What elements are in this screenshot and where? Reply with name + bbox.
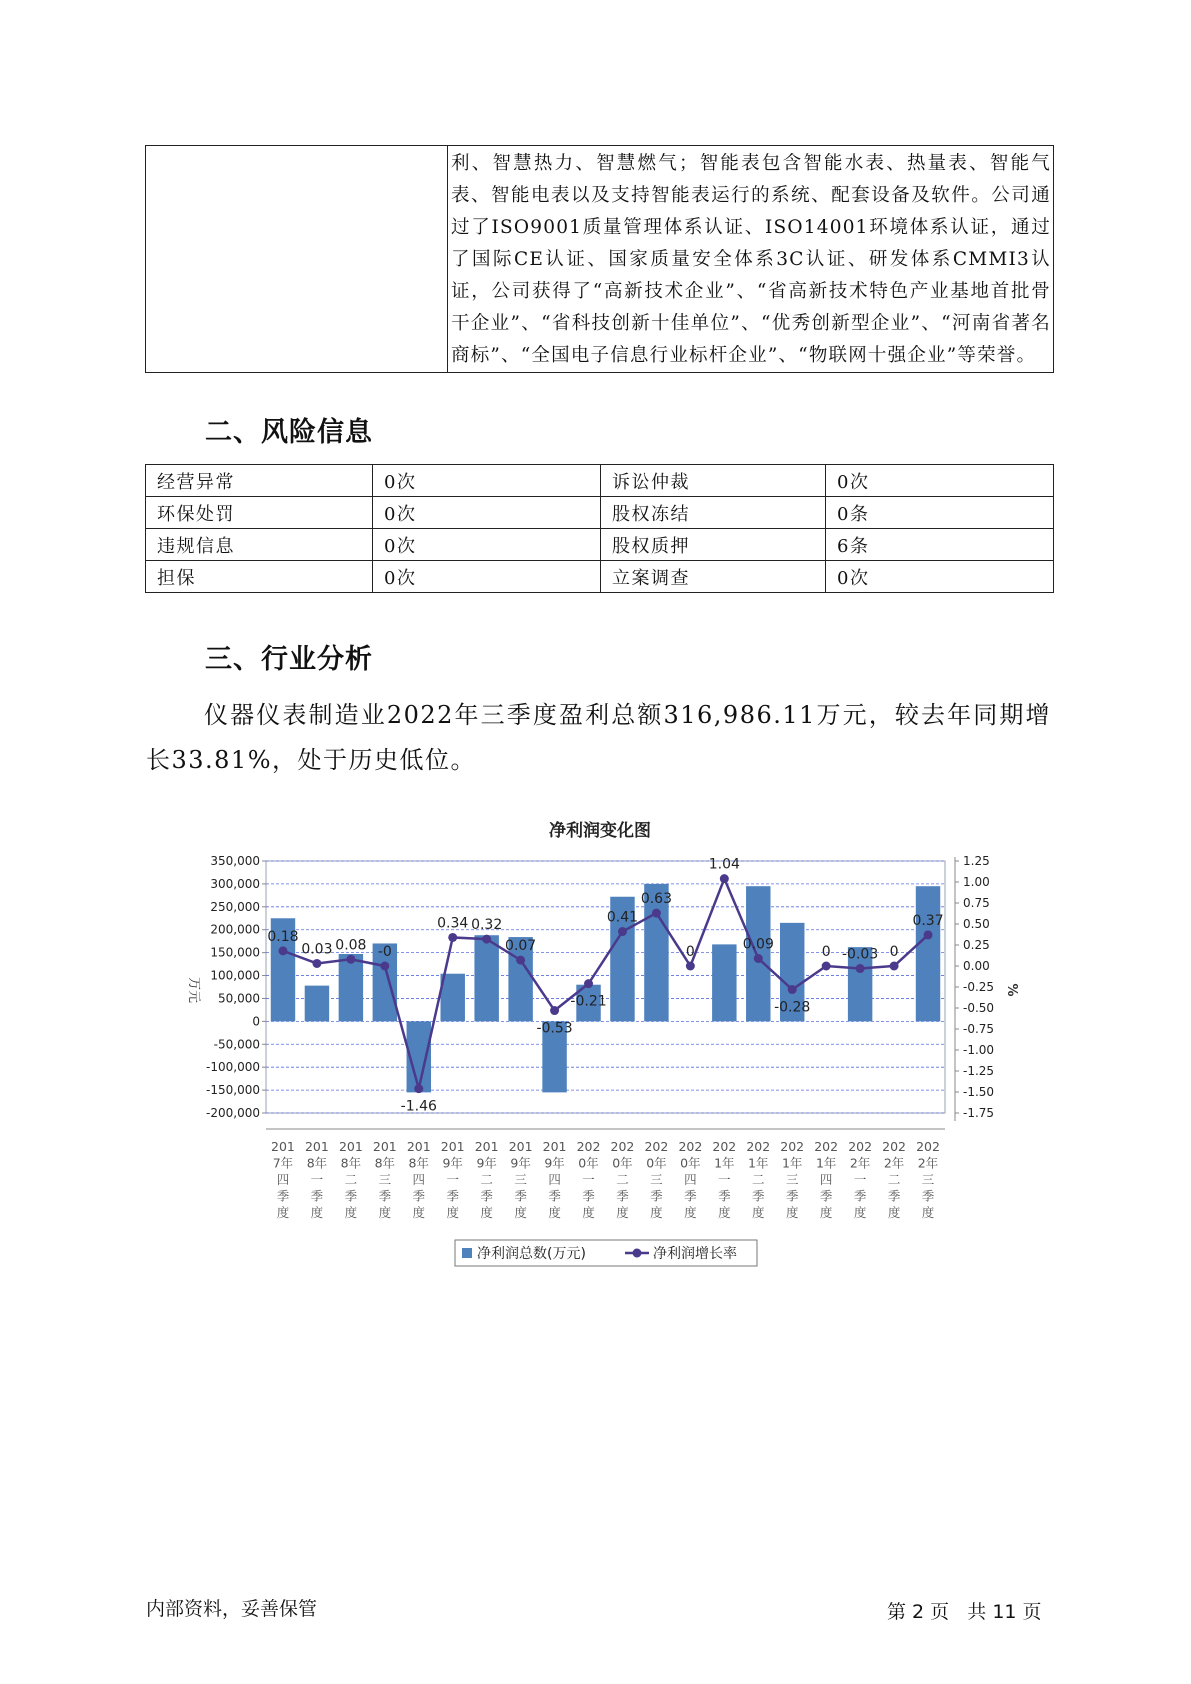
risk-label: 股权冻结 bbox=[601, 497, 826, 529]
footer-page-number: 第 2 页 共 11 页 bbox=[887, 1601, 1042, 1623]
risk-value: 0次 bbox=[826, 561, 1054, 593]
risk-label: 股权质押 bbox=[601, 529, 826, 561]
data-label: 0.63 bbox=[640, 891, 673, 908]
growth-point bbox=[550, 1006, 559, 1015]
x-tick-label: 201 9年二季度 bbox=[474, 1139, 499, 1220]
risk-label: 诉讼仲裁 bbox=[601, 465, 826, 497]
data-label: -0.53 bbox=[536, 1020, 573, 1037]
x-tick-label: 201 9年四季度 bbox=[542, 1139, 567, 1220]
risk-label: 经营异常 bbox=[146, 465, 373, 497]
net-profit-chart bbox=[0, 800, 1191, 1280]
y-tick-label-left: 250,000 bbox=[210, 899, 260, 914]
table-row bbox=[146, 497, 1054, 529]
growth-point bbox=[788, 985, 797, 994]
plot-frame bbox=[266, 861, 945, 1113]
risk-label: 违规信息 bbox=[146, 529, 373, 561]
x-tick-label: 201 7年四季度 bbox=[271, 1139, 295, 1220]
growth-point bbox=[312, 959, 321, 968]
y-tick-label-left: 100,000 bbox=[210, 968, 260, 983]
y-tick-label-left: 300,000 bbox=[210, 876, 260, 891]
chart-title: 净利润变化图 bbox=[549, 821, 651, 841]
data-label: -0.03 bbox=[842, 946, 879, 963]
risk-value: 0次 bbox=[373, 465, 601, 497]
y-tick-label-right: -0.75 bbox=[963, 1022, 995, 1036]
footer-confidential: 内部资料，妥善保管 bbox=[146, 1598, 318, 1620]
legend-label-bar: 净利润总数(万元) bbox=[477, 1246, 586, 1262]
risk-value: 0条 bbox=[826, 497, 1054, 529]
risk-value: 0次 bbox=[373, 497, 601, 529]
data-label: 0.37 bbox=[912, 912, 944, 929]
x-tick-label: 202 1年二季度 bbox=[746, 1139, 771, 1220]
x-tick-label: 201 8年四季度 bbox=[406, 1139, 431, 1220]
growth-point bbox=[618, 927, 627, 936]
growth-point bbox=[414, 1084, 423, 1093]
table-row bbox=[146, 529, 1054, 561]
x-tick-label: 201 9年一季度 bbox=[440, 1139, 465, 1220]
y-tick-label-right: 0.75 bbox=[963, 896, 990, 910]
bar bbox=[305, 986, 329, 1022]
legend-label-line: 净利润增长率 bbox=[653, 1246, 737, 1262]
x-tick-label: 202 0年一季度 bbox=[576, 1139, 601, 1220]
y-tick-label-right: 1.25 bbox=[963, 854, 990, 868]
x-tick-label: 201 9年三季度 bbox=[508, 1139, 533, 1220]
data-label: 0.09 bbox=[742, 936, 774, 953]
risk-label: 环保处罚 bbox=[146, 497, 373, 529]
y-tick-label-left: -100,000 bbox=[206, 1060, 260, 1075]
growth-point bbox=[754, 954, 763, 963]
risk-value: 6条 bbox=[826, 529, 1054, 561]
x-tick-label: 202 1年三季度 bbox=[780, 1139, 805, 1220]
x-tick-label: 202 2年三季度 bbox=[916, 1139, 940, 1220]
intro-text-cell bbox=[448, 146, 1054, 373]
bar bbox=[712, 944, 736, 1021]
x-tick-label: 202 1年四季度 bbox=[814, 1139, 839, 1220]
risk-table bbox=[145, 464, 1054, 593]
data-label: 0.41 bbox=[606, 909, 639, 926]
data-label: 0.34 bbox=[437, 915, 469, 932]
y-tick-label-right: 0.25 bbox=[963, 938, 990, 952]
growth-point bbox=[720, 874, 729, 883]
data-label: -1.46 bbox=[400, 1098, 437, 1115]
risk-heading: 二、风险信息 bbox=[205, 417, 373, 448]
y-tick-label-left: 200,000 bbox=[210, 922, 260, 937]
risk-value: 0次 bbox=[826, 465, 1054, 497]
data-label: 0.03 bbox=[301, 941, 333, 958]
y-tick-label-left: -150,000 bbox=[206, 1083, 260, 1098]
y-tick-label-right: -1.00 bbox=[963, 1043, 995, 1057]
growth-point bbox=[890, 962, 899, 971]
growth-point bbox=[346, 955, 355, 964]
table-row bbox=[146, 561, 1054, 593]
y-tick-label-left: -200,000 bbox=[206, 1106, 260, 1120]
growth-point bbox=[278, 946, 287, 955]
company-intro-table bbox=[145, 145, 1054, 373]
industry-heading: 三、行业分析 bbox=[205, 644, 373, 675]
y-tick-label-right: -1.50 bbox=[963, 1085, 995, 1099]
data-label: 0 bbox=[889, 944, 899, 960]
data-label: 1.04 bbox=[708, 856, 740, 873]
growth-point bbox=[380, 962, 389, 971]
x-tick-label: 201 8年一季度 bbox=[304, 1139, 329, 1220]
intro-text: 利、智慧热力、智慧燃气；智能表包含智能水表、热量表、智能气表、智能电表以及支持智能表运行的系统、配套设备及软件。公司通过了ISO9001质量管理体系认证、ISO14001环境体系认证，通过了国际CE认证、国家质量安全体系3C认证、研发体系CMMI3认证，公司获得了“高新技术企业”、“省高新技术特色产业基地首批骨干企业”、“省科技创新十佳单位”、“优秀创新型企业”、“河南省著名商标”、“全国电子信息行业标杆企业”、“物联网十强企业”等荣誉。 bbox=[451, 153, 1051, 366]
growth-point bbox=[584, 979, 593, 988]
y-tick-label-left: 50,000 bbox=[218, 991, 260, 1006]
data-label: 0.32 bbox=[471, 917, 503, 934]
y-tick-label-left: 0 bbox=[252, 1014, 260, 1029]
table-row bbox=[146, 465, 1054, 497]
x-tick-label: 202 1年一季度 bbox=[712, 1139, 737, 1220]
y-tick-label-left: 350,000 bbox=[210, 854, 260, 868]
risk-value: 0次 bbox=[373, 561, 601, 593]
growth-point bbox=[822, 962, 831, 971]
y-tick-label-right: -1.25 bbox=[963, 1064, 995, 1078]
y-tick-label-left: 150,000 bbox=[210, 945, 260, 960]
data-label: -0.21 bbox=[570, 993, 607, 1010]
y-tick-label-right: 0.50 bbox=[963, 917, 990, 931]
growth-point bbox=[448, 933, 457, 942]
bar bbox=[474, 935, 498, 1021]
bar bbox=[916, 886, 940, 1021]
legend-line-marker bbox=[633, 1249, 642, 1258]
y-tick-label-right: 0.00 bbox=[963, 959, 990, 973]
y-axis-label-right: % bbox=[1004, 983, 1019, 997]
y-axis-label-left: 万元 bbox=[186, 976, 201, 1004]
growth-point bbox=[482, 935, 491, 944]
risk-label: 立案调查 bbox=[601, 561, 826, 593]
risk-label: 担保 bbox=[146, 561, 373, 593]
risk-value: 0次 bbox=[373, 529, 601, 561]
x-tick-label: 202 2年一季度 bbox=[848, 1139, 873, 1220]
data-label: -0.28 bbox=[774, 999, 811, 1016]
data-label: 0.18 bbox=[267, 928, 299, 945]
y-tick-label-left: -50,000 bbox=[213, 1037, 260, 1052]
bar bbox=[339, 954, 363, 1021]
x-tick-label: 202 0年二季度 bbox=[610, 1139, 635, 1220]
legend-bar-swatch bbox=[462, 1248, 472, 1258]
y-tick-label-right: -0.25 bbox=[963, 980, 995, 994]
intro-label-cell bbox=[146, 146, 448, 373]
data-label: -0 bbox=[377, 944, 392, 960]
x-tick-label: 201 8年二季度 bbox=[338, 1139, 363, 1220]
bar bbox=[746, 886, 770, 1021]
growth-point bbox=[856, 964, 865, 973]
data-label: 0 bbox=[821, 944, 831, 960]
data-label: 0.08 bbox=[335, 937, 367, 954]
growth-point bbox=[516, 956, 525, 965]
x-tick-label: 202 2年二季度 bbox=[882, 1139, 907, 1220]
industry-paragraph: 仪器仪表制造业2022年三季度盈利总额316,986.11万元，较去年同期增长33.81%，处于历史低位。 bbox=[146, 701, 1051, 774]
x-tick-label: 201 8年三季度 bbox=[372, 1139, 397, 1220]
x-tick-label: 202 0年四季度 bbox=[678, 1139, 703, 1220]
y-tick-label-right: 1.00 bbox=[963, 875, 990, 889]
growth-point bbox=[686, 962, 695, 971]
y-tick-label-right: -0.50 bbox=[963, 1001, 995, 1015]
growth-point bbox=[924, 930, 933, 939]
data-label: 0.07 bbox=[505, 938, 537, 955]
x-tick-label: 202 0年三季度 bbox=[644, 1139, 669, 1220]
growth-point bbox=[652, 909, 661, 918]
y-tick-label-right: -1.75 bbox=[963, 1106, 995, 1120]
data-label: 0 bbox=[685, 944, 695, 960]
